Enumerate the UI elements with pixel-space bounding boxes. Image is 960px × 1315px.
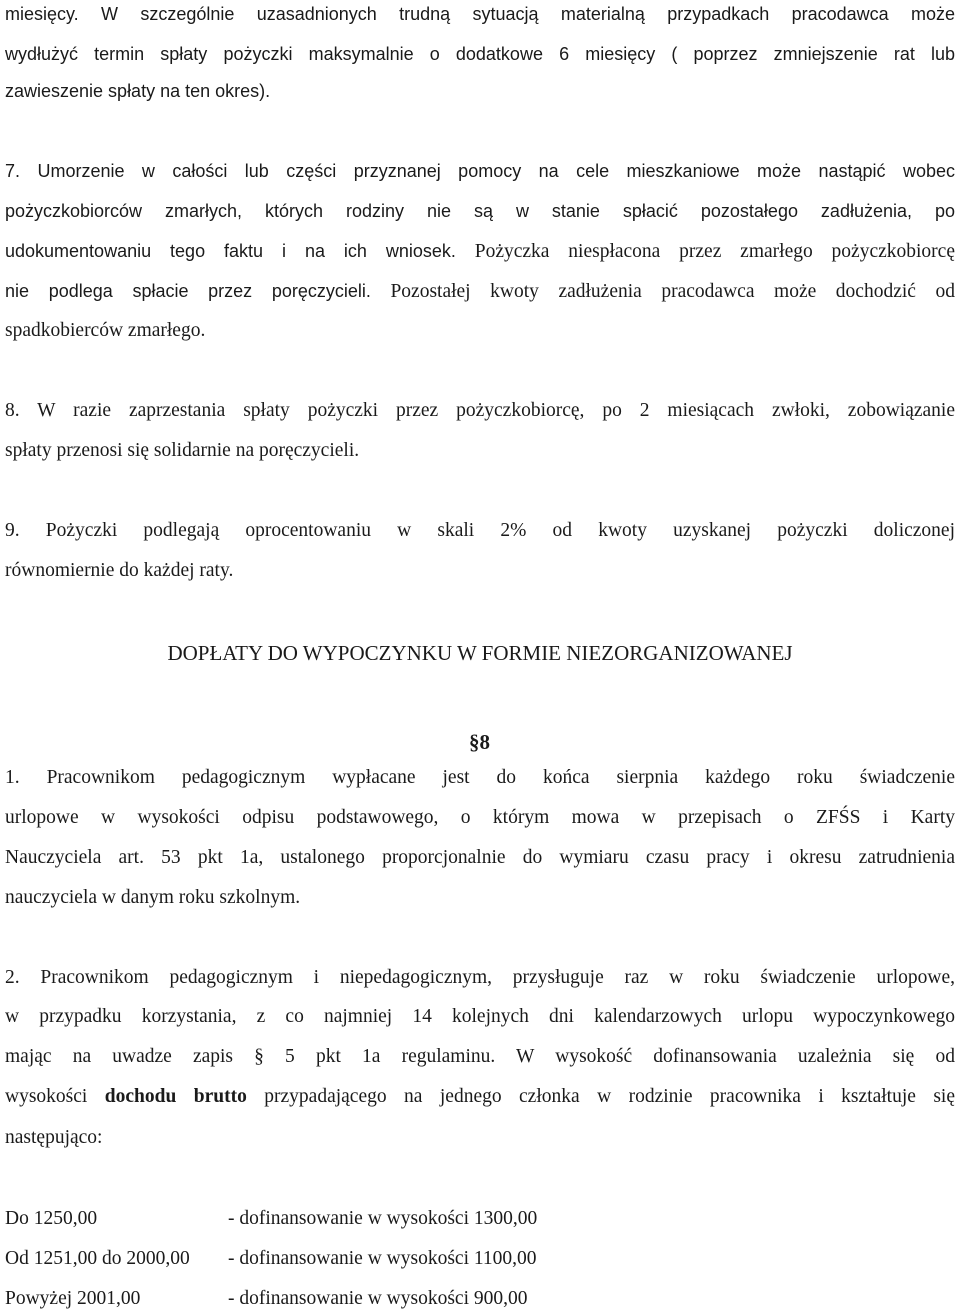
- paragraph-7-line-3: [5, 239, 955, 264]
- s8-point-2-line-3: mając na uwadze zapis § 5 pkt 1a regulaminu. W wysokość dofinansowania uzależnia się od: [5, 1046, 955, 1067]
- s8-point-2-line-4-part-a: wysokości: [5, 1086, 105, 1107]
- s8-point-1-line-3: Nauczyciela art. 53 pkt 1a, ustalonego proporcjonalnie do wymiaru czasu pracy i okresu zatrudnienia: [5, 847, 955, 868]
- paragraph-9-line-1: 9. Pożyczki podlegają oprocentowaniu w skali 2% od kwoty uzyskanej pożyczki doliczonej: [5, 520, 955, 541]
- subsidy-value: - dofinansowanie w wysokości 1100,00: [228, 1248, 537, 1269]
- s8-point-2-line-4-part-c: przypadającego na jednego członka w rodzinie pracownika i kształtuje się: [246, 1086, 955, 1107]
- subsidy-value: - dofinansowanie w wysokości 1300,00: [228, 1208, 538, 1229]
- income-range: Do 1250,00: [5, 1208, 98, 1229]
- s8-point-1-line-4: nauczyciela w danym roku szkolnym.: [5, 887, 301, 908]
- section-heading: DOPŁATY DO WYPOCZYNKU W FORMIE NIEZORGANIZOWANEJ: [167, 641, 793, 665]
- paragraph-7-line-5: spadkobierców zmarłego.: [5, 320, 206, 341]
- paragraph-7-line-3-part-a: udokumentowaniu tego faktu i na ich wniosek.: [5, 241, 456, 261]
- section-number: §8: [469, 730, 490, 754]
- s8-point-2-line-2: w przypadku korzystania, z co najmniej 14 kolejnych dni kalendarzowych urlopu wypoczynkowego: [5, 1006, 955, 1027]
- income-range: Powyżej 2001,00: [5, 1288, 141, 1309]
- dochodu-brutto-emphasis: dochodu brutto: [104, 1086, 247, 1107]
- s8-point-1-line-1: 1. Pracownikom pedagogicznym wypłacane jest do końca sierpnia każdego roku świadczenie: [5, 767, 955, 788]
- s8-point-2-line-1: 2. Pracownikom pedagogicznym i niepedagogicznym, przysługuje raz w roku świadczenie urlopowe,: [5, 967, 955, 988]
- paragraph-7-line-3-part-b: Pożyczka niespłacona przez zmarłego pożyczkobiorcę: [455, 241, 955, 262]
- s8-point-1-line-2: urlopowe w wysokości odpisu podstawowego, o którym mowa w przepisach o ZFŚS i Karty: [5, 807, 955, 828]
- paragraph-6-line-2: wydłużyć termin spłaty pożyczki maksymalnie o dodatkowe 6 miesięcy ( poprzez zmniejszenie rat lub: [5, 44, 955, 64]
- paragraph-7-line-1: 7. Umorzenie w całości lub części przyznanej pomocy na cele mieszkaniowe może nastąpić wobec: [5, 161, 955, 181]
- income-range: Od 1251,00 do 2000,00: [5, 1248, 190, 1269]
- paragraph-9-line-2: równomiernie do każdej raty.: [5, 560, 234, 581]
- paragraph-7-line-2: pożyczkobiorców zmarłych, których rodziny nie są w stanie spłacić pozostałego zadłużenia, po: [5, 201, 955, 221]
- subsidy-row: [5, 1207, 537, 1231]
- s8-point-2-line-5: następująco:: [5, 1127, 103, 1148]
- paragraph-8-line-1: 8. W razie zaprzestania spłaty pożyczki przez pożyczkobiorcę, po 2 miesiącach zwłoki, zobowiązanie: [5, 400, 955, 421]
- paragraph-7-line-4-part-a: nie podlega spłacie przez poręczycieli.: [5, 281, 371, 301]
- paragraph-8-line-2: spłaty przenosi się solidarnie na poręczycieli.: [5, 440, 360, 461]
- subsidy-row: [5, 1287, 528, 1311]
- subsidy-row: [5, 1247, 537, 1271]
- paragraph-7-line-4: [5, 279, 955, 304]
- paragraph-6-line-3: zawieszenie spłaty na ten okres).: [5, 81, 271, 101]
- subsidy-value: - dofinansowanie w wysokości 900,00: [228, 1288, 528, 1309]
- paragraph-7-line-4-part-b: Pozostałej kwoty zadłużenia pracodawca może dochodzić od: [370, 281, 955, 302]
- paragraph-6-line-1: miesięcy. W szczególnie uzasadnionych trudną sytuacją materialną przypadkach pracodawca może: [5, 4, 955, 24]
- s8-point-2-line-4: [5, 1085, 955, 1109]
